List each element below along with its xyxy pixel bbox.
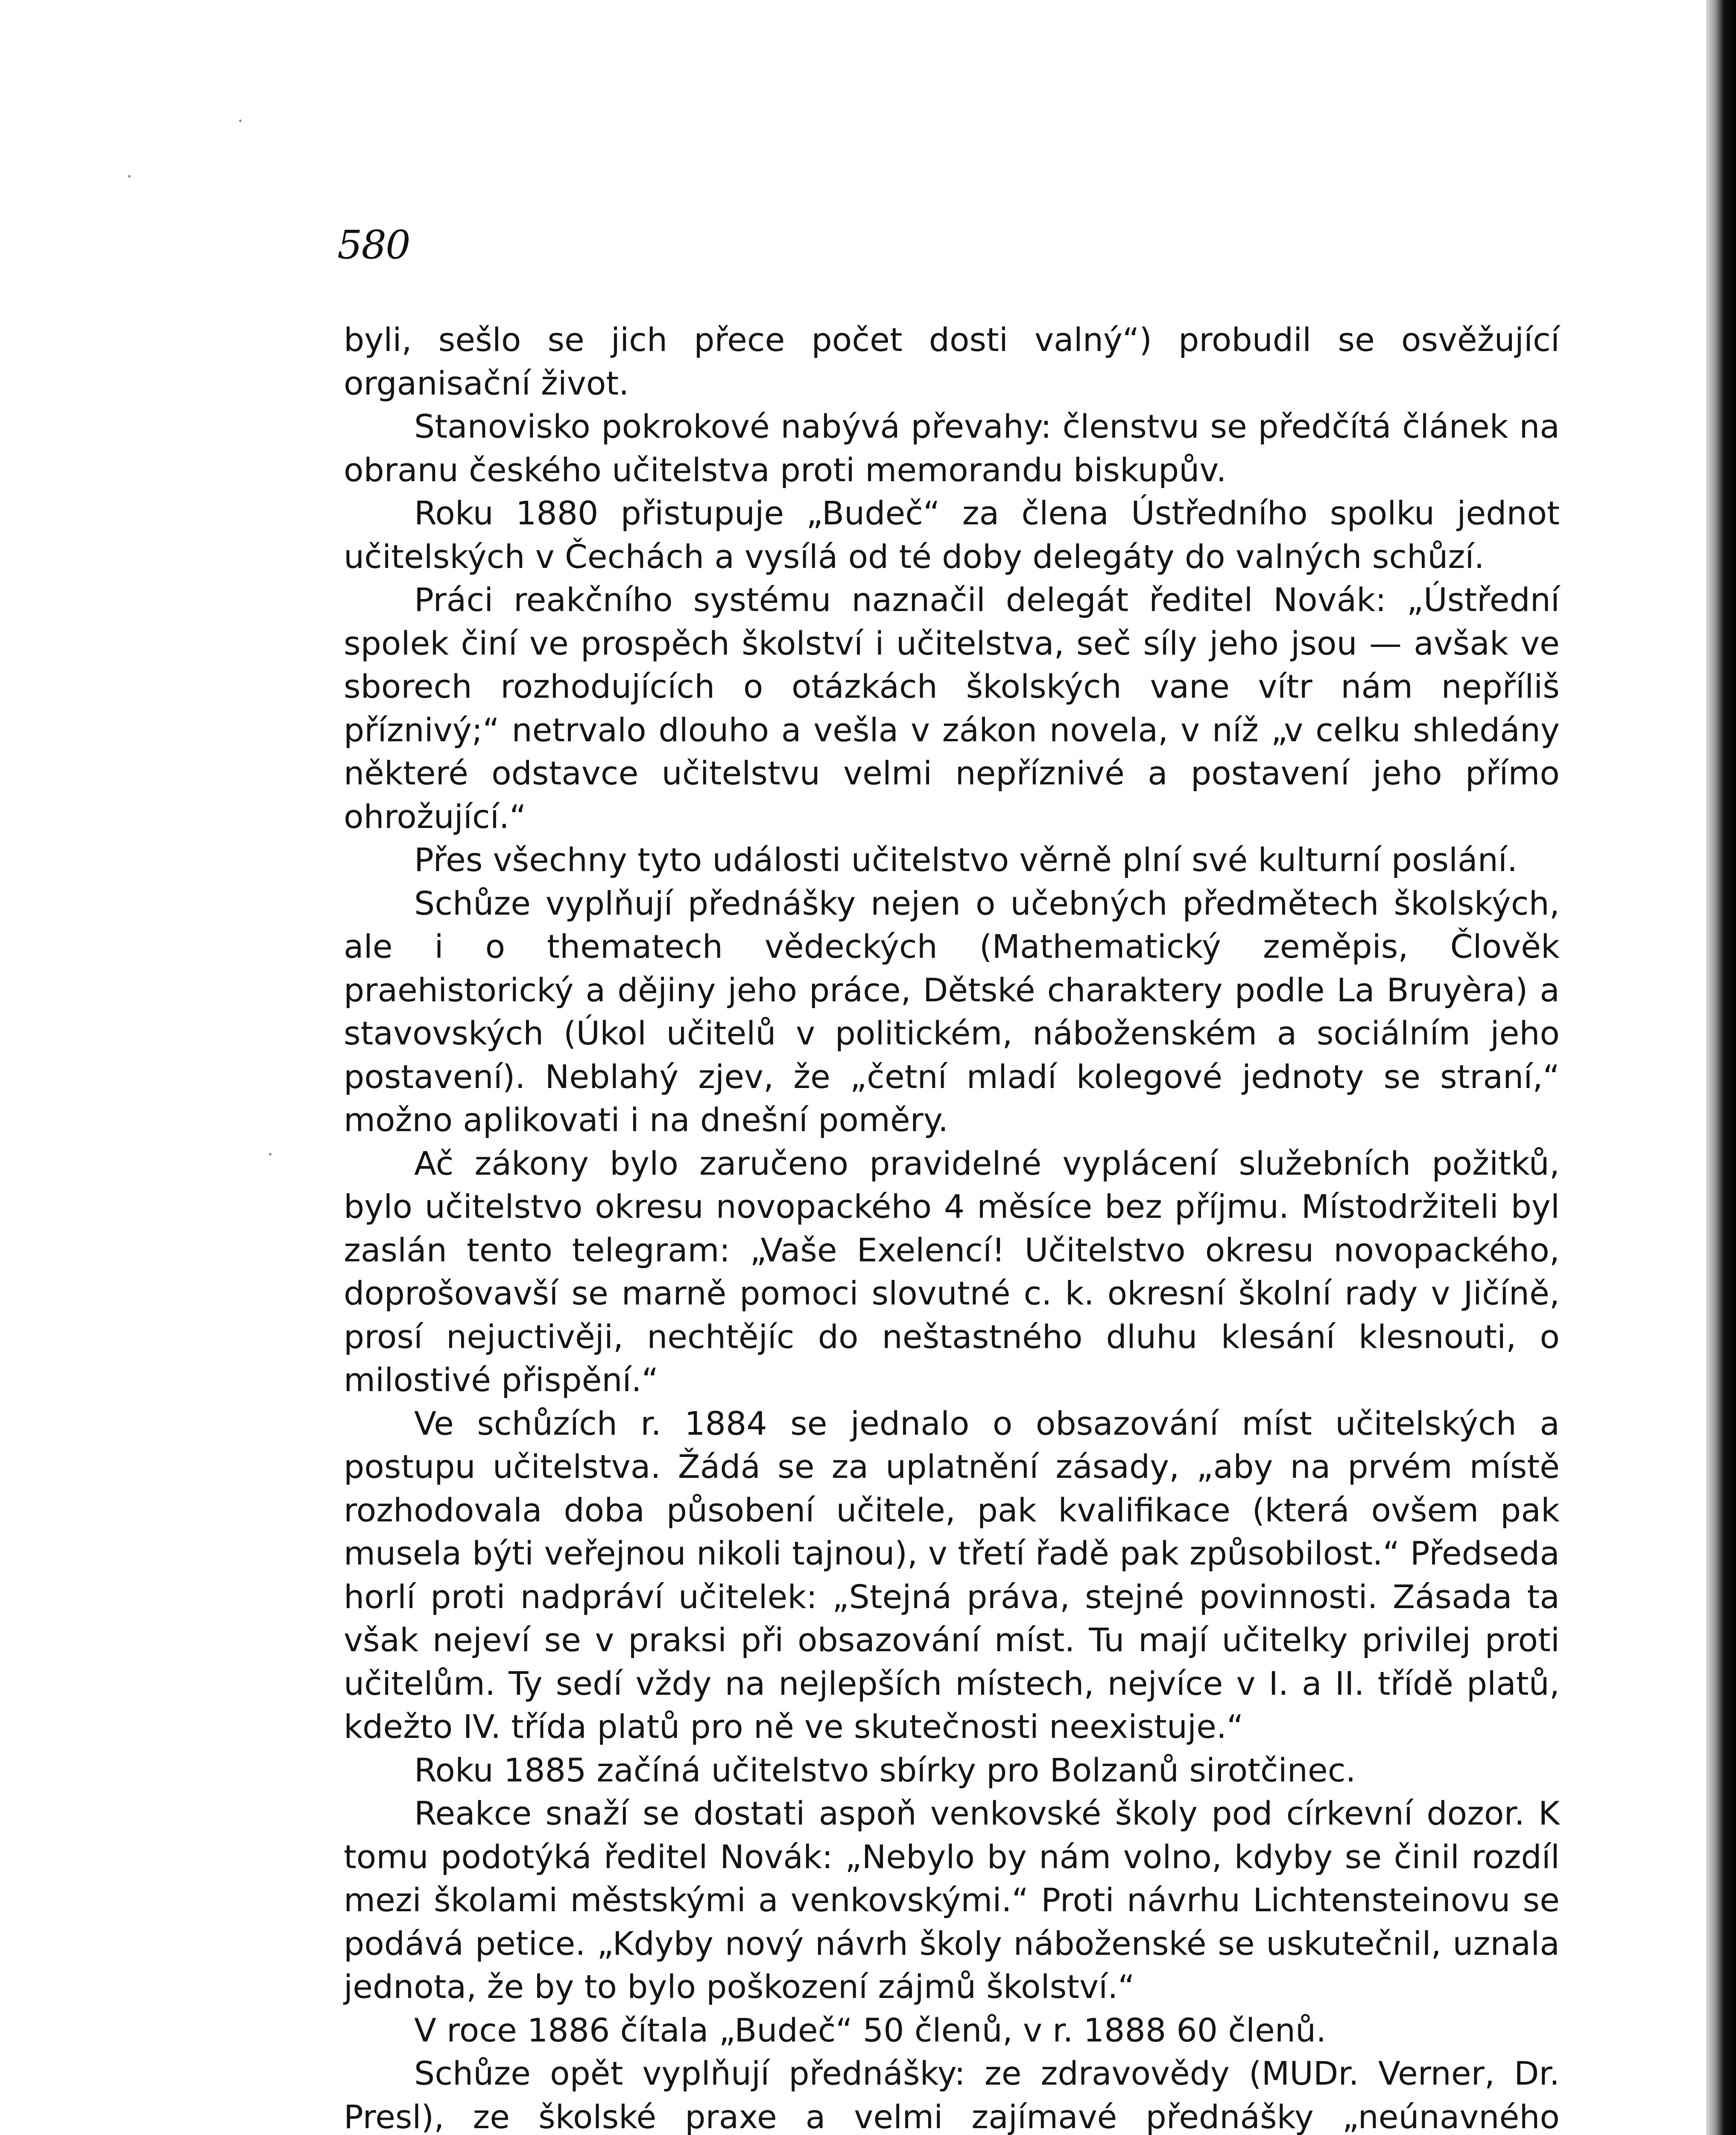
paragraph: Reakce snaží se dostati aspoň venkovské školy pod církevní dozor. K tomu podotýká ředitel Novák: „Nebylo by nám volno, kdyby se činil rozdíl mezi školami městskými a venkovskými.“ Proti návrhu Lichtensteinovu se podává petice. „Kdyby nový návrh školy náboženské se uskutečnil, uznala jednota, že by to bylo poškození zájmů školství.“ (344, 1794, 1560, 2006)
paragraph: byli, sešlo se jich přece počet dosti valný“) probudil se osvěžující organisační život. (344, 321, 1560, 402)
paragraph: V roce 1886 čítala „Budeč“ 50 členů, v r. 1888 60 členů. (414, 2011, 1327, 2049)
paragraph: Stanovisko pokrokové nabývá převahy: členstvu se předčítá článek na obranu českého učitelstva proti memorandu biskupův. (344, 407, 1560, 489)
page-number: 580 (337, 222, 410, 268)
paragraph: Roku 1880 přistupuje „Budeč“ za člena Ústředního spolku jednot učitelských v Čechách a vysílá od té doby delegáty do valných schůzí. (344, 494, 1560, 576)
paragraph: Schůze opět vyplňují přednášky: ze zdravovědy (MUDr. Verner, Dr. Presl), ze školské praxe a velmi zajímavé přednášky „neúnavného (344, 2054, 1560, 2135)
paragraph: Ve schůzích r. 1884 se jednalo o obsazování míst učitelských a postupu učitelstva. Žádá se za uplatnění zásady, „aby na prvém místě rozhodovala doba působení učitele, pak kvalifikace (která ovšem pak musela býti veřejnou nikoli tajnou), v třetí řadě pak způsobilost.“ Předseda horlí proti nadpráví učitelek: „Stejná práva, stejné povinnosti. Zásada ta však nejeví se v praksi při obsazování míst. Tu mají učitelky privilej proti učitelům. Ty sedí vždy na nejlepších místech, nejvíce v I. a II. třídě platů, kdežto IV. třída platů pro ně ve skutečnosti neexistuje.“ (344, 1404, 1560, 1746)
scan-speck (269, 1153, 272, 1155)
paragraph: Roku 1885 začíná učitelstvo sbírky pro Bolzanů sirotčinec. (414, 1751, 1356, 1789)
paragraph: Přes všechny tyto události učitelstvo věrně plní své kulturní poslání. (414, 841, 1518, 879)
paragraph: Schůze vyplňují přednášky nejen o učebných předmětech školských, ale i o thematech vědeckých (Mathematický zeměpis, Člověk praehistorický a dějiny jeho práce, Dětské charaktery podle La Bruyèra) a stavovských (Úkol učitelů v politickém, náboženském a sociálním jeho postavení). Neblahý zjev, že „četní mladí kolegové jednoty se straní,“ možno aplikovati i na dnešní poměry. (344, 884, 1560, 1139)
paragraph: Práci reakčního systému naznačil delegát ředitel Novák: „Ústřední spolek činí ve prospěch školství i učitelstva, seč síly jeho jsou — avšak ve sborech rozhodujících o otázkách školských vane vítr nám nepříliš příznivý;“ netrvalo dlouho a vešla v zákon novela, v níž „v celku shledány některé odstavce učitelstvu velmi nepříznivé a postavení jeho přímo ohrožující.“ (344, 581, 1560, 836)
scan-speck (239, 120, 242, 122)
scan-edge-shadow (1706, 0, 1736, 2135)
scan-speck (128, 175, 131, 178)
body-text (344, 318, 1560, 2135)
paragraph: Ač zákony bylo zaručeno pravidelné vyplácení služebních požitků, bylo učitelstvo okresu novopackého 4 měsíce bez příjmu. Místodržiteli byl zaslán tento telegram: „Vaše Exelencí! Učitelstvo okresu novopackého, doprošovavší se marně pomoci slovutné c. k. okresní školní rady v Jičíně, prosí nejuctivěji, nechtějíc do neštastného dluhu klesání klesnouti, o milostivé přispění.“ (344, 1144, 1560, 1399)
